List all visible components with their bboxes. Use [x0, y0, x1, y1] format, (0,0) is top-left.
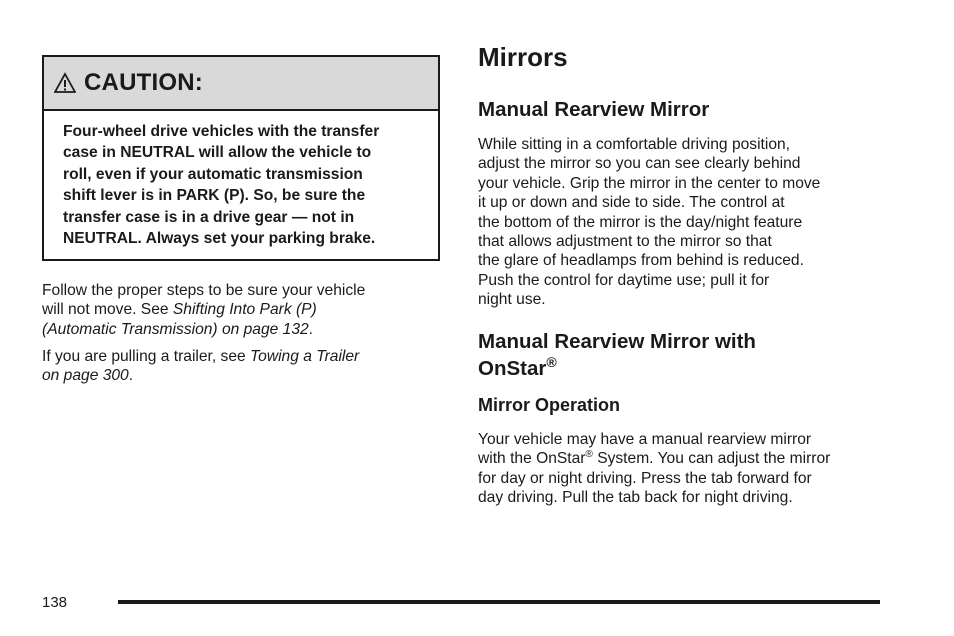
warning-icon — [54, 72, 76, 94]
subsection-mirror-operation — [478, 395, 888, 416]
section-heading: Manual Rearview Mirror — [478, 98, 710, 121]
text-line: Push the control for daytime use; pull it for — [478, 271, 770, 289]
text-line: your vehicle. Grip the mirror in the center to move — [478, 174, 821, 192]
cross-reference-link[interactable]: Towing a Trailer — [250, 348, 360, 365]
trailer-paragraph — [42, 347, 442, 386]
registered-mark: ® — [585, 449, 593, 461]
text-line: night use. — [478, 291, 546, 309]
caution-line: Four-wheel drive vehicles with the transfer — [63, 123, 380, 140]
caution-line: transfer case is in a drive gear — not in — [63, 208, 355, 226]
text-line: the glare of headlamps from behind is reduced. — [478, 252, 804, 270]
section-manual-rearview-mirror — [478, 96, 888, 123]
caution-line: roll, even if your automatic transmission — [63, 165, 363, 183]
section-onstar-mirror — [478, 328, 888, 382]
section-body — [478, 430, 888, 508]
caution-box — [42, 55, 440, 261]
text-line: While sitting in a comfortable driving position, — [478, 136, 791, 153]
text-line: adjust the mirror so you can see clearly behind — [478, 155, 801, 173]
text-line: for day or night driving. Press the tab forward for — [478, 469, 812, 487]
caution-line: case in NEUTRAL will allow the vehicle to — [63, 144, 372, 162]
registered-mark: ® — [546, 354, 557, 371]
text-line: If you are pulling a trailer, see Towing a Trailer — [42, 348, 360, 365]
section-heading: OnStar® — [478, 354, 557, 380]
page-title: Mirrors — [478, 42, 568, 72]
footer-rule — [118, 600, 880, 604]
park-paragraph — [42, 281, 442, 339]
caution-line: NEUTRAL. Always set your parking brake. — [63, 230, 376, 248]
text-line: the bottom of the mirror is the day/night feature — [478, 213, 803, 231]
cross-reference-link[interactable]: on page 300 — [42, 367, 129, 385]
text-line: will not move. See Shifting Into Park (P) — [42, 301, 317, 319]
text-line: that allows adjustment to the mirror so that — [478, 233, 772, 251]
text-line: Your vehicle may have a manual rearview mirror — [478, 431, 812, 448]
caution-header — [44, 57, 438, 111]
page-number: 138 — [42, 594, 68, 611]
caution-title: CAUTION: — [84, 69, 203, 96]
section-heading: Manual Rearview Mirror with — [478, 330, 756, 353]
cross-reference-link[interactable]: Shifting Into Park (P) — [172, 301, 317, 319]
text-line: it up or down and side to side. The control at — [478, 194, 785, 212]
text-line: (Automatic Transmission) on page 132. — [42, 320, 314, 338]
cross-reference-link[interactable]: (Automatic Transmission) on page 132 — [42, 320, 309, 338]
section-body — [478, 135, 888, 310]
caution-text — [44, 111, 438, 249]
subsection-heading: Mirror Operation — [478, 395, 621, 415]
text-line: day driving. Pull the tab back for night driving. — [478, 489, 793, 507]
caution-line: shift lever is in PARK (P). So, be sure the — [63, 187, 366, 205]
text-line: on page 300. — [42, 367, 134, 385]
text-line: Follow the proper steps to be sure your vehicle — [42, 282, 366, 299]
text-line: with the OnStar® System. You can adjust the mirror — [478, 449, 831, 468]
